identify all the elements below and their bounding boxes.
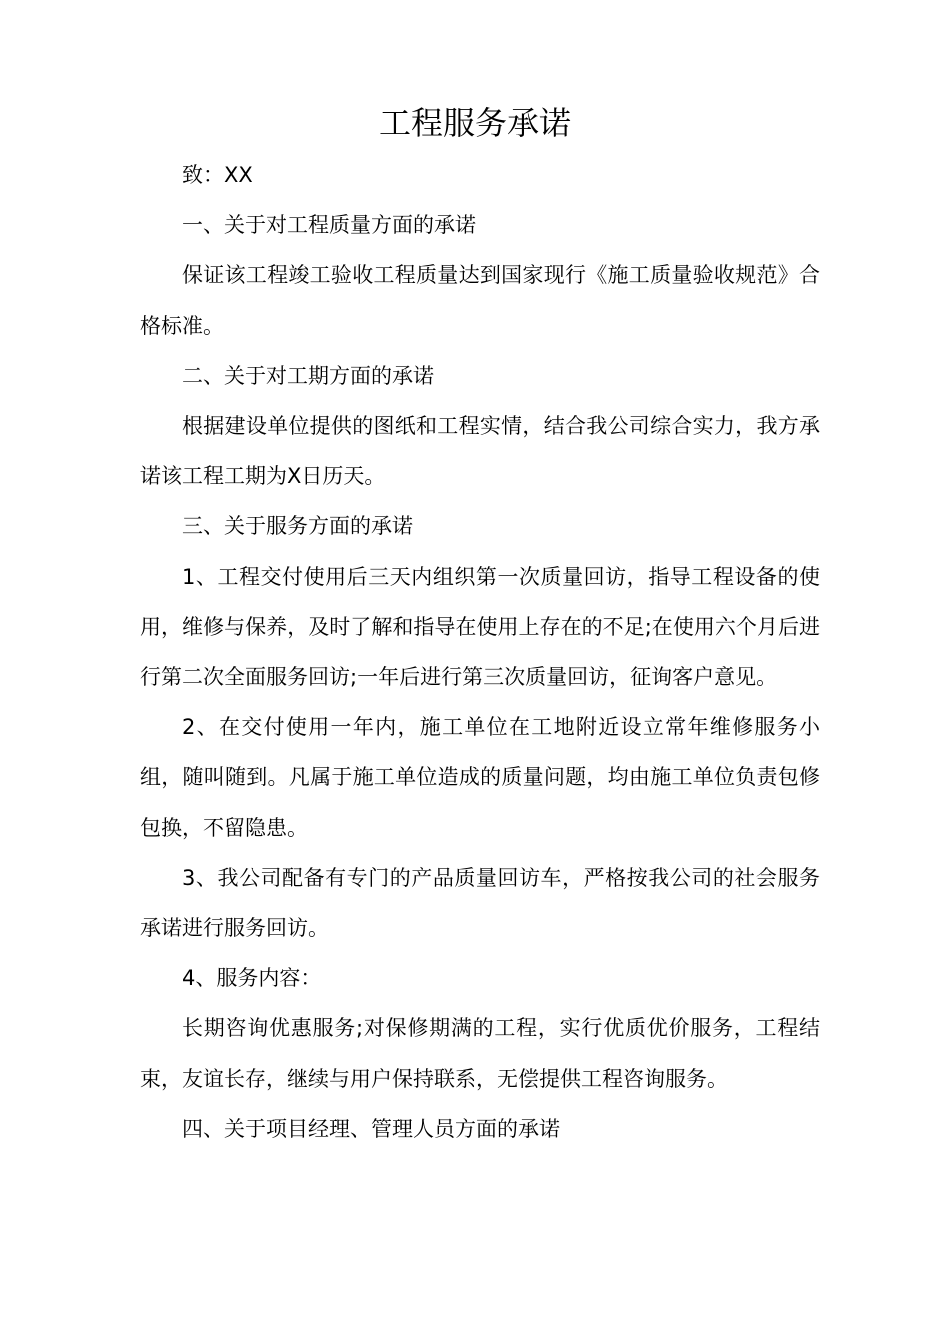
section-heading-quality: 一、关于对工程质量方面的承诺: [182, 213, 476, 238]
paragraph-schedule-commitment: 根据建设单位提供的图纸和工程实情，结合我公司综合实力，我方承诺该工程工期为X日历天。: [140, 414, 820, 489]
section-heading-schedule: 二、关于对工期方面的承诺: [182, 363, 434, 388]
paragraph-service-item-1: 1、工程交付使用后三天内组织第一次质量回访，指导工程设备的使用，维修与保养，及时了解和指导在使用上存在的不足;在使用六个月后进行第二次全面服务回访;一年后进行第三次质量回访，征询客户意见。: [140, 564, 820, 690]
paragraph-service-content: 长期咨询优惠服务;对保修期满的工程，实行优质优价服务，工程结束，友谊长存，继续与用户保持联系，无偿提供工程咨询服务。: [140, 1016, 820, 1091]
section-heading-service: 三、关于服务方面的承诺: [182, 514, 413, 539]
paragraph-quality-commitment: 保证该工程竣工验收工程质量达到国家现行《施工质量验收规范》合格标准。: [140, 263, 820, 338]
document-body: [140, 150, 820, 1154]
paragraph-service-item-2: 2、在交付使用一年内，施工单位在工地附近设立常年维修服务小组，随叫随到。凡属于施工单位造成的质量问题，均由施工单位负责包修包换，不留隐患。: [140, 715, 820, 840]
paragraph-service-item-4: 4、服务内容：: [182, 966, 322, 991]
section-heading-management: 四、关于项目经理、管理人员方面的承诺: [182, 1116, 560, 1141]
addressee-line: 致：XX: [182, 163, 253, 187]
paragraph-service-item-3: 3、我公司配备有专门的产品质量回访车，严格按我公司的社会服务承诺进行服务回访。: [140, 865, 820, 941]
document-title: 工程服务承诺: [378, 104, 571, 142]
